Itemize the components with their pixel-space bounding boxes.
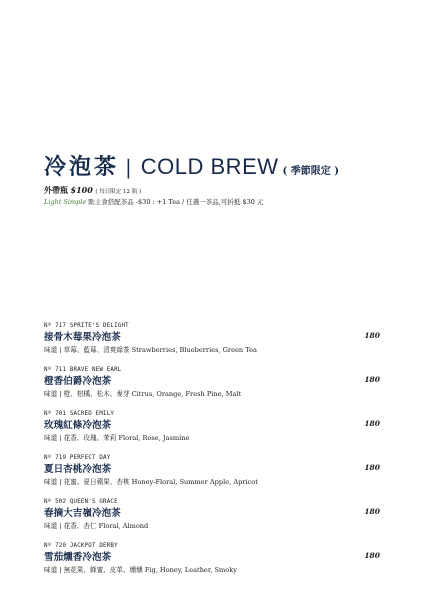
item-name: 接骨木莓果冷泡茶: [44, 332, 121, 343]
page-title: [44, 150, 339, 181]
menu-item: [44, 410, 380, 451]
pairing-label: Light Simple: [44, 198, 87, 206]
title-chinese: 冷泡茶: [44, 154, 120, 180]
menu-item: [44, 498, 380, 539]
menu-item: [44, 322, 380, 363]
menu-item: [44, 366, 380, 407]
season-note: ( 季節限定 ): [282, 166, 339, 177]
item-code: Nº 720 JACKPOT DERBY: [44, 543, 118, 549]
item-flavor: 味道 | 花蜜、夏日蘋果、杏桃 Honey-Floral, Summer Apple, Apricot: [44, 478, 258, 486]
item-name: 橙香伯爵冷泡茶: [44, 376, 112, 387]
item-name: 夏日杏桃冷泡茶: [44, 464, 112, 475]
item-code: Nº 711 BRAVE NEW EARL: [44, 367, 122, 373]
takeout-note: ( 每日限定 12 瓶 ): [95, 189, 142, 195]
item-name: 春摘大吉嶺冷泡茶: [44, 508, 121, 519]
item-flavor: 味道 | 草莓、藍莓、清爽綠茶 Strawberries, Blueberries, Green Tea: [44, 346, 257, 354]
item-flavor: 味道 | 花香、杏仁 Floral, Almond: [44, 522, 149, 530]
item-price: 180: [364, 551, 380, 560]
menu-items: [44, 322, 380, 583]
item-price: 180: [364, 419, 380, 428]
item-price: 180: [364, 375, 380, 384]
item-flavor: 味道 | 花香、玫瑰、茉莉 Floral, Rose, Jasmine: [44, 434, 190, 442]
menu-item: [44, 454, 380, 495]
item-code: Nº 502 QUEEN'S GRACE: [44, 499, 118, 505]
takeout-label: 外帶瓶: [44, 185, 68, 195]
title-separator: |: [125, 155, 132, 179]
pairing-text: 點主食搭配茶品 -$30 : +1 Tea / 任選一茶品,可折抵 $30 元: [88, 198, 264, 206]
pairing-line: [44, 197, 263, 206]
item-name: 雪茄燻香冷泡茶: [44, 552, 112, 563]
item-name: 玫瑰紅條冷泡茶: [44, 420, 112, 431]
item-price: 180: [364, 507, 380, 516]
item-code: Nº 701 SACRED EMILY: [44, 411, 115, 417]
title-english: COLD BREW: [140, 154, 279, 179]
takeout-line: [44, 185, 141, 196]
item-price: 180: [364, 463, 380, 472]
takeout-price: $100: [70, 185, 93, 195]
item-code: Nº 717 SPRITE'S DELIGHT: [44, 323, 129, 329]
item-code: Nº 719 PERFECT DAY: [44, 455, 111, 461]
menu-item: [44, 542, 380, 583]
item-flavor: 味道 | 橙、柑橘、松木、麥芽 Citrus, Orange, Fresh Pine, Malt: [44, 390, 242, 398]
item-flavor: 味道 | 無花果、蜂蜜、皮革、燻燻 Fig, Honey, Leather, Smoky: [44, 566, 237, 574]
item-price: 180: [364, 331, 380, 340]
